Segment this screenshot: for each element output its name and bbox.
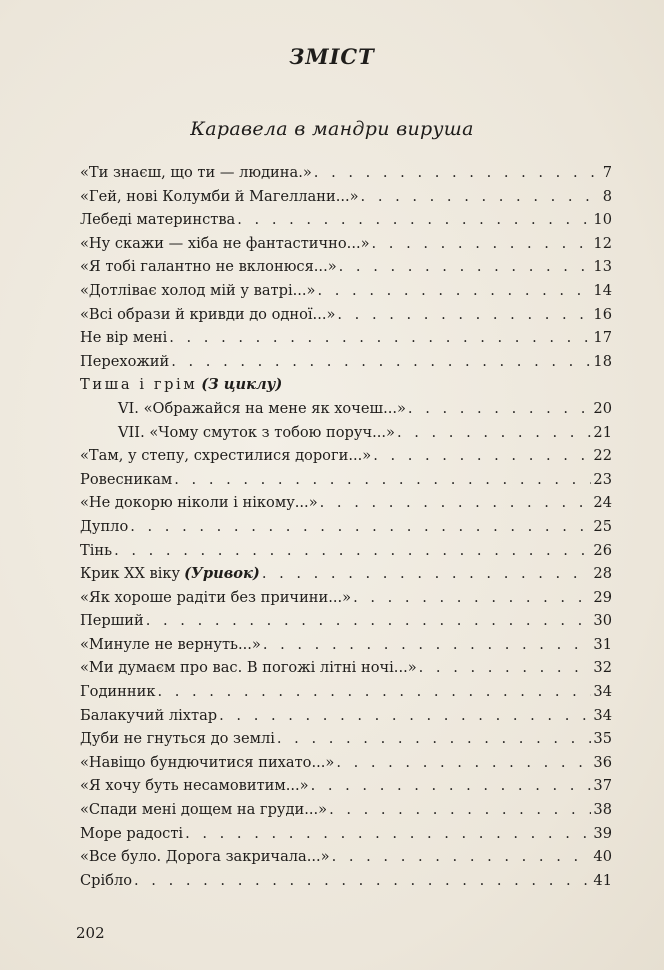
toc-entry-page: 32 <box>593 659 612 677</box>
leader-dots <box>146 612 592 629</box>
toc-entry-title: Крик XX віку <box>80 565 181 583</box>
leader-dots <box>408 400 592 417</box>
toc-entry-page: 18 <box>593 352 612 370</box>
toc-entry-page: 40 <box>593 848 612 866</box>
toc-entry <box>80 542 612 566</box>
toc-cycle-heading <box>80 376 612 400</box>
leader-dots <box>134 872 591 889</box>
toc-entry-page: 17 <box>593 329 612 347</box>
toc-entry <box>80 164 612 188</box>
toc-entry <box>80 400 612 424</box>
toc-entry-title: Море радості <box>80 824 184 842</box>
toc-entry-title: Перехожий <box>80 352 170 370</box>
toc-entry-title: «Минуле не вернуть...» <box>80 635 261 653</box>
toc-entry <box>80 518 612 542</box>
page-number: 202 <box>76 924 105 942</box>
toc-entry <box>80 306 612 330</box>
leader-dots <box>171 353 591 370</box>
toc-entry-title: «Як хороше радіти без причини...» <box>80 588 352 606</box>
toc-entry-title: Годинник <box>80 683 156 701</box>
toc-entry <box>80 801 612 825</box>
toc-entry-title: «Все було. Дорога закричала...» <box>80 848 330 866</box>
toc-entry-title: Не вір мені <box>80 329 168 347</box>
toc-entry-title: «Ми думаєм про вас. В погожі літні ночі...» <box>80 659 417 677</box>
leader-dots <box>372 235 592 252</box>
toc-entry-title: Балакучий ліхтар <box>80 706 218 724</box>
toc-entry-page: 26 <box>593 541 612 559</box>
toc-entry <box>80 777 612 801</box>
leader-dots <box>317 282 591 299</box>
leader-dots <box>311 777 592 794</box>
leader-dots <box>419 659 592 676</box>
toc-entry <box>80 494 612 518</box>
page-title: ЗМІСТ <box>289 44 375 69</box>
toc-entry-title: «Спади мені дощем на груди...» <box>80 801 328 819</box>
toc-entry-title: Тінь <box>80 541 113 559</box>
toc-entry-title: «Не докорю ніколи і нікому...» <box>80 494 318 512</box>
toc-entry-page: 20 <box>593 399 612 417</box>
toc-entry <box>80 636 612 660</box>
toc-entry <box>80 612 612 636</box>
toc-entry-page: 30 <box>593 612 612 630</box>
toc-entry-page: 34 <box>593 683 612 701</box>
toc-entry <box>80 848 612 872</box>
toc-entry-page: 21 <box>593 423 612 441</box>
toc-entry-page: 16 <box>593 305 612 323</box>
leader-dots <box>157 683 591 700</box>
table-of-contents <box>80 164 612 895</box>
toc-entry <box>80 188 612 212</box>
toc-entry-page: 14 <box>593 281 612 299</box>
toc-entry-page: 38 <box>593 801 612 819</box>
toc-entry <box>80 447 612 471</box>
toc-entry-page: 34 <box>593 706 612 724</box>
toc-entry-page: 8 <box>602 187 612 205</box>
toc-entry-title: «Навіщо бундючитися пихато...» <box>80 753 335 771</box>
toc-entry-page: 23 <box>593 470 612 488</box>
leader-dots <box>336 754 591 771</box>
leader-dots <box>114 542 591 559</box>
toc-entry-page: 12 <box>593 234 612 252</box>
toc-entry-title: Перший <box>80 612 144 630</box>
toc-entry <box>80 730 612 754</box>
toc-entry-title: VI. «Ображайся на мене як хочеш...» <box>118 399 406 417</box>
toc-entry <box>80 754 612 778</box>
toc-entry-title: Дупло <box>80 517 129 535</box>
leader-dots <box>329 801 591 818</box>
toc-entry-page: 7 <box>602 164 612 181</box>
leader-dots <box>130 518 591 535</box>
toc-entry-note: (Уривок) <box>184 565 260 583</box>
leader-dots <box>332 848 592 865</box>
toc-entry-title: «Гей, нові Колумби й Магеллани...» <box>80 187 359 205</box>
toc-entry-page: 41 <box>593 871 612 889</box>
toc-entry <box>80 471 612 495</box>
toc-entry-page: 24 <box>593 494 612 512</box>
toc-entry-page: 29 <box>593 588 612 606</box>
toc-entry <box>80 353 612 377</box>
leader-dots <box>337 306 591 323</box>
leader-dots <box>397 424 591 441</box>
section-title: Каравела в мандри вируша <box>190 118 474 140</box>
toc-entry-title: Лебеді материнства <box>80 211 236 229</box>
toc-entry-title: «Ну скажи — хіба не фантастично...» <box>80 234 370 252</box>
toc-entry-page: 35 <box>593 730 612 748</box>
leader-dots <box>353 589 591 606</box>
toc-entry <box>80 872 612 896</box>
leader-dots <box>263 636 592 653</box>
toc-entry <box>80 683 612 707</box>
toc-entry <box>80 211 612 235</box>
leader-dots <box>237 211 591 228</box>
leader-dots <box>361 188 594 205</box>
toc-entry <box>80 424 612 448</box>
toc-entry-page: 13 <box>593 258 612 276</box>
toc-entry-page: 25 <box>593 517 612 535</box>
leader-dots <box>373 447 591 464</box>
toc-entry-page: 37 <box>593 777 612 795</box>
toc-entry-page: 39 <box>593 824 612 842</box>
toc-entry-page: 22 <box>593 447 612 465</box>
toc-entry <box>80 565 612 589</box>
toc-entry-title: «Я тобі галантно не вклонюся...» <box>80 258 337 276</box>
leader-dots <box>314 164 594 181</box>
cycle-note: (З циклу) <box>201 376 283 394</box>
toc-entry <box>80 707 612 731</box>
toc-entry-title: Срібло <box>80 871 133 889</box>
toc-entry-title: «Там, у степу, схрестилися дороги...» <box>80 447 372 465</box>
leader-dots <box>262 565 592 582</box>
toc-entry <box>80 258 612 282</box>
toc-entry-title: «Дотліває холод мій у ватрі...» <box>80 281 316 299</box>
toc-entry <box>80 825 612 849</box>
leader-dots <box>339 258 592 275</box>
toc-entry-title: Ровесникам <box>80 470 173 488</box>
toc-entry-title: VII. «Чому смуток з тобою поруч...» <box>118 423 395 441</box>
toc-entry-page: 36 <box>593 753 612 771</box>
toc-entry-title: «Всі образи й кривди до одної...» <box>80 305 336 323</box>
leader-dots <box>219 707 591 724</box>
toc-entry-page: 10 <box>593 211 612 229</box>
toc-entry-title: «Ти знаєш, що ти — людина.» <box>80 164 312 181</box>
toc-entry-page: 28 <box>593 565 612 583</box>
toc-entry-title: Дуби не гнуться до землі <box>80 730 275 748</box>
toc-entry <box>80 659 612 683</box>
toc-entry <box>80 235 612 259</box>
cycle-title: Тиша і грім <box>80 376 198 394</box>
toc-entry <box>80 589 612 613</box>
leader-dots <box>169 329 591 346</box>
toc-entry <box>80 329 612 353</box>
leader-dots <box>185 825 591 842</box>
toc-entry-page: 31 <box>593 635 612 653</box>
leader-dots <box>320 494 592 511</box>
leader-dots <box>174 471 591 488</box>
leader-dots <box>277 730 592 747</box>
toc-entry <box>80 282 612 306</box>
toc-entry-title: «Я хочу буть несамовитим...» <box>80 777 309 795</box>
